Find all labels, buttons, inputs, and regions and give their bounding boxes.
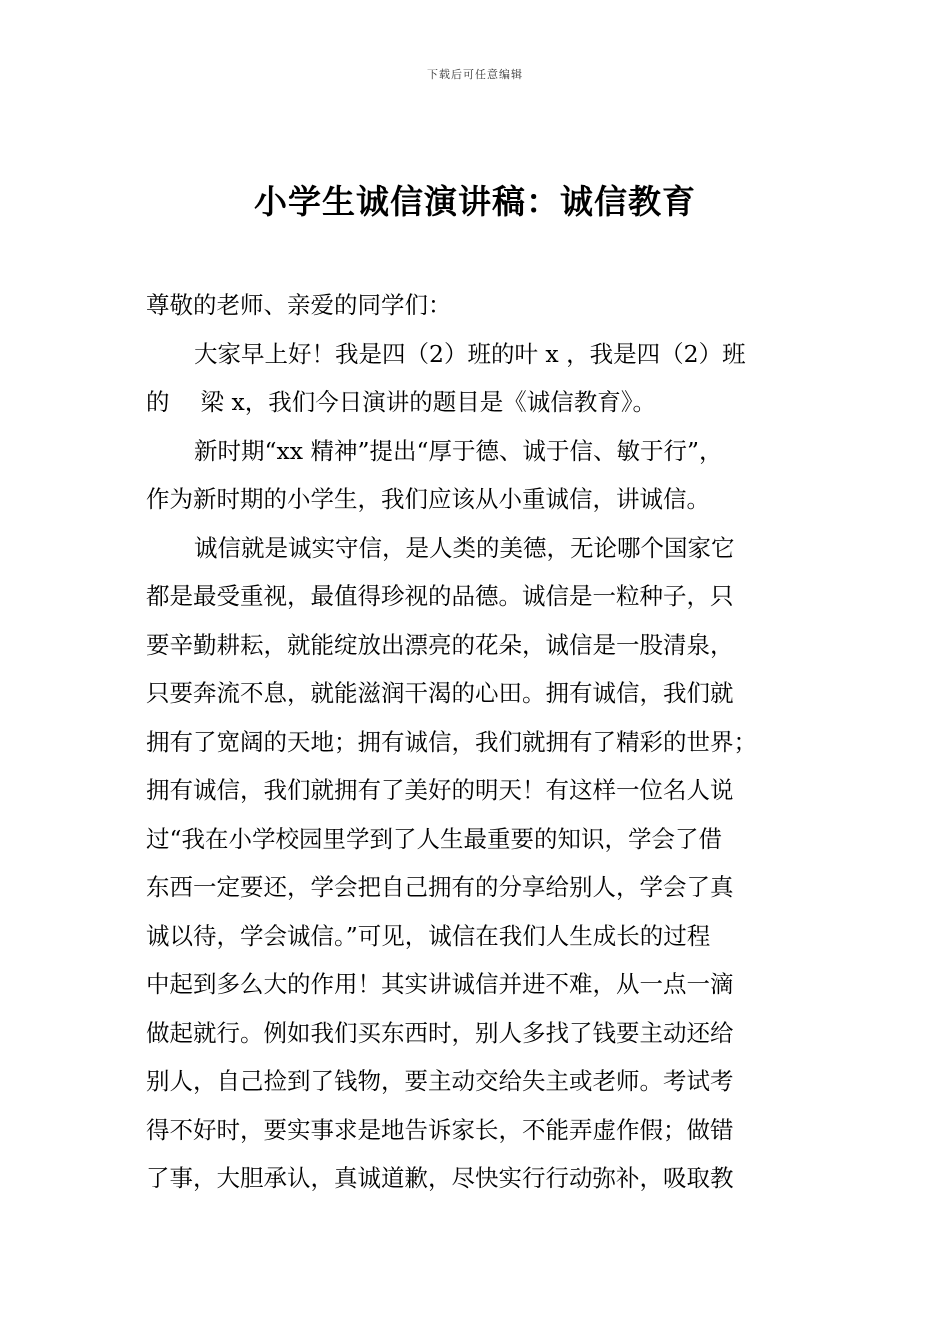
body-line: 过“我在小学校园里学到了人生最重要的知识，学会了借 <box>146 824 723 853</box>
body-line: 只要奔流不息，就能滋润干渴的心田。拥有诚信，我们就 <box>146 679 734 707</box>
body-line: 要辛勤耕耘，就能绽放出漂亮的花朵，诚信是一股清泉， <box>146 630 734 659</box>
document-body <box>146 281 806 1203</box>
document-title: 小学生诚信演讲稿：诚信教育 <box>254 182 696 221</box>
body-line: 做起就行。例如我们买东西时，别人多找了钱要主动还给 <box>146 1018 734 1047</box>
body-line: 都是最受重视，最值得珍视的品德。诚信是一粒种子，只 <box>146 582 734 610</box>
body-line: 东西一定要还，学会把自己拥有的分享给别人，学会了真 <box>146 873 734 901</box>
body-line: 诚以待，学会诚信。”可见，诚信在我们人生成长的过程 <box>146 921 711 950</box>
body-line: 尊敬的老师、亲爱的同学们： <box>146 291 452 319</box>
body-line: 拥有了宽阔的天地；拥有诚信，我们就拥有了精彩的世界； <box>146 727 757 756</box>
body-line: 别人，自己捡到了钱物，要主动交给失主或老师。考试考 <box>146 1067 734 1095</box>
body-line: 诚信就是诚实守信，是人类的美德，无论哪个国家它 <box>194 533 735 562</box>
page-header-note: 下载后可任意编辑 <box>427 68 523 81</box>
body-line: 作为新时期的小学生，我们应该从小重诚信，讲诚信。 <box>146 485 710 513</box>
body-line: 新时期“xx 精神”提出“厚于德、诚于信、敏于行”， <box>194 436 723 465</box>
body-line: 了事，大胆承认，真诚道歉，尽快实行行动弥补，吸取教 <box>146 1164 734 1192</box>
body-line: 大家早上好！我是四（2）班的叶 x ，我是四（2）班 <box>194 339 746 368</box>
body-line: 的 梁 x，我们今日演讲的题目是《诚信教育》。 <box>146 388 656 416</box>
body-line: 得不好时，要实事求是地告诉家长，不能弄虚作假；做错 <box>146 1115 734 1144</box>
body-line: 中起到多么大的作用！其实讲诚信并进不难，从一点一滴 <box>146 970 734 998</box>
body-line: 拥有诚信，我们就拥有了美好的明天！有这样一位名人说 <box>146 776 734 804</box>
